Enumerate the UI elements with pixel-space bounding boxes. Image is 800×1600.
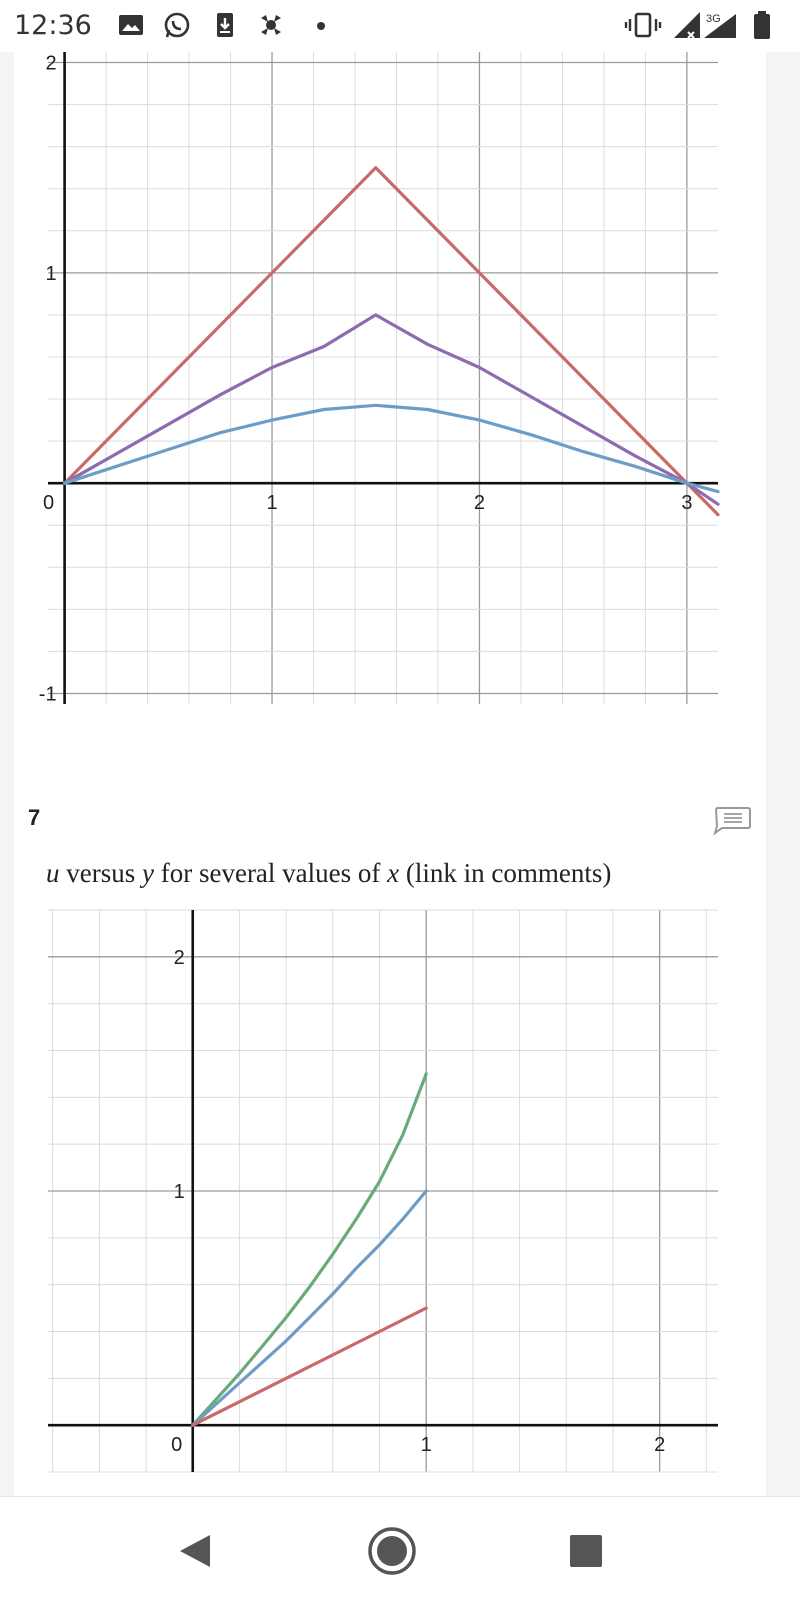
comment-icon[interactable]: [712, 804, 752, 836]
caption-var-y: y: [142, 858, 154, 888]
status-bar: [0, 0, 800, 52]
caption-text-middle: for several values of: [153, 858, 388, 888]
y-tick-label: 2: [173, 946, 185, 969]
x-tick-label: 1: [266, 492, 278, 515]
series-line-3: [193, 1308, 427, 1425]
back-icon[interactable]: [166, 1523, 226, 1579]
signal-3g-icon: [702, 10, 740, 40]
chart-top[interactable]: [14, 52, 766, 752]
x-tick-label: 0: [43, 492, 55, 515]
dot-icon: [306, 10, 336, 40]
recents-icon[interactable]: [556, 1523, 616, 1579]
caption-var-u: u: [46, 858, 60, 888]
chart-bottom[interactable]: [14, 902, 766, 1496]
post-caption: [46, 858, 766, 889]
series-line-1: [193, 1074, 427, 1425]
page-gutter-left: [0, 52, 14, 1496]
x-tick-label: 2: [654, 1434, 666, 1457]
battery-icon: [752, 10, 772, 40]
signal-icon: [672, 10, 702, 40]
x-tick-label: 2: [473, 492, 486, 515]
y-tick-label: 1: [173, 1181, 185, 1203]
download-icon: [210, 10, 240, 40]
y-tick-label: 1: [45, 262, 57, 285]
caption-text-versus: versus: [59, 858, 142, 888]
post-content[interactable]: [14, 52, 766, 1496]
x-tick-label: 0: [171, 1434, 183, 1457]
network-label: 3G: [706, 13, 721, 25]
item-number: 7: [28, 805, 41, 830]
y-tick-label: -1: [38, 683, 57, 706]
y-tick-label: 2: [45, 52, 57, 75]
app-icon: [256, 10, 286, 40]
image-icon: [116, 10, 146, 40]
status-time: 12:36: [14, 10, 92, 41]
home-icon[interactable]: [362, 1523, 422, 1579]
nav-bar: [0, 1496, 800, 1600]
x-tick-label: 3: [681, 492, 693, 515]
caption-text-end: (link in comments): [399, 858, 612, 888]
series-line-2: [65, 315, 718, 504]
vibrate-icon: [624, 10, 662, 40]
series-line-2: [193, 1191, 427, 1425]
x-tick-label: 1: [420, 1434, 432, 1457]
whatsapp-icon: [162, 10, 192, 40]
page-gutter-right: [766, 52, 800, 1496]
caption-var-x: x: [387, 858, 400, 888]
